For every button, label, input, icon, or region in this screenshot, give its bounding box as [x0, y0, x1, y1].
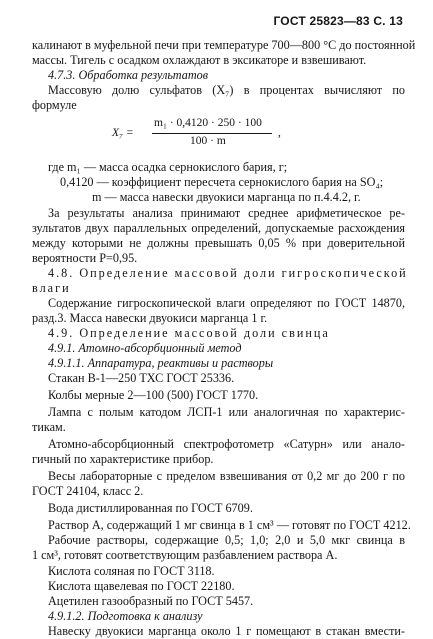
section-heading: влаги	[32, 281, 71, 295]
text-line: вероятности P=0,95.	[32, 251, 138, 265]
where-line: m — масса навески двуокиси марганца по п.4.4.2, г.	[92, 190, 361, 204]
formula-comma: ,	[278, 127, 281, 139]
text-line: калинают в муфельной печи при температуре 700—800 °С до постоянной	[32, 38, 416, 52]
subsection-heading: 4.9.1. Атомно-абсорбционный метод	[48, 341, 242, 355]
formula-lhs: X₇ =	[112, 127, 134, 139]
text-line: массы. Тигель с осадком охлаждают в эксикаторе и взвешивают.	[32, 53, 367, 67]
text-line: гичный по характеристике прибор.	[32, 452, 214, 466]
formula	[112, 117, 312, 157]
text-line: Массовую долю сульфатов (X₇) в процентах вычисляют по	[48, 83, 405, 97]
text-line: За результаты анализа принимают среднее арифметическое ре-	[48, 206, 405, 220]
where-line: где m₁ — масса осадка сернокислого бария, г;	[48, 160, 288, 174]
where-line: 0,4120 — коэффициент пересчета сернокислого бария на SO₄;	[60, 175, 384, 189]
text-line: Кислота соляная по ГОСТ 3118.	[48, 564, 215, 578]
subsection-heading: 4.7.3. Обработка результатов	[48, 68, 209, 82]
text-line: между которыми не должны превышать 0,05 % при доверительной	[32, 236, 405, 250]
text-line: Кислота щавелевая по ГОСТ 22180.	[48, 579, 235, 593]
text-line: Атомно-абсорбционный спектрофотометр «Сатурн» или анало-	[48, 437, 405, 451]
text-line: Содержание гигроскопической влаги определяют по ГОСТ 14870,	[48, 296, 405, 310]
text-line: Ацетилен газообразный по ГОСТ 5457.	[48, 594, 254, 608]
text-line: Лампа с полым катодом ЛСП-1 или аналогичная по характерис-	[48, 405, 405, 419]
text-line: Стакан В-1—250 ТХС ГОСТ 25336.	[48, 371, 235, 385]
text-line: Раствор А, содержащий 1 мг свинца в 1 см³ — готовят по ГОСТ 4212.	[48, 518, 411, 532]
formula-numerator: m₁ · 0,4120 · 250 · 100	[154, 117, 262, 129]
fraction-bar	[152, 133, 272, 134]
section-heading: 4.9. Определение массовой доли свинца	[48, 326, 330, 340]
text-line: Колбы мерные 2—100 (500) ГОСТ 1770.	[48, 388, 259, 402]
subsection-heading: 4.9.1.1. Аппаратура, реактивы и растворы	[48, 356, 274, 370]
formula-denominator: 100 · m	[190, 135, 226, 147]
text-line: формуле	[32, 98, 77, 112]
text-line: Навеску двуокиси марганца около 1 г помещают в стакан вмести-	[48, 624, 405, 638]
text-line: зультатов двух параллельных определений, допускаемые расхождения	[32, 221, 405, 235]
page-header: ГОСТ 25823—83 С. 13	[273, 14, 403, 28]
text-line: Вода дистиллированная по ГОСТ 6709.	[48, 501, 253, 515]
subsection-heading: 4.9.1.2. Подготовка к анализу	[48, 609, 203, 623]
text-line: Рабочие растворы, содержащие 0,5; 1,0; 2,0 и 5,0 мкг свинца в	[48, 533, 405, 547]
text-line: 1 см³, готовят соответствующим разбавлением раствора А.	[32, 548, 338, 562]
text-line: разд.3. Масса навески двуокиси марганца 1 г.	[32, 311, 268, 325]
section-heading: 4.8. Определение массовой доли гигроскопической	[48, 266, 408, 280]
text-line: тикам.	[32, 420, 66, 434]
text-line: ГОСТ 24104, класс 2.	[32, 484, 144, 498]
text-line: Весы лабораторные с пределом взвешивания от 0,2 мг до 200 г по	[48, 469, 405, 483]
